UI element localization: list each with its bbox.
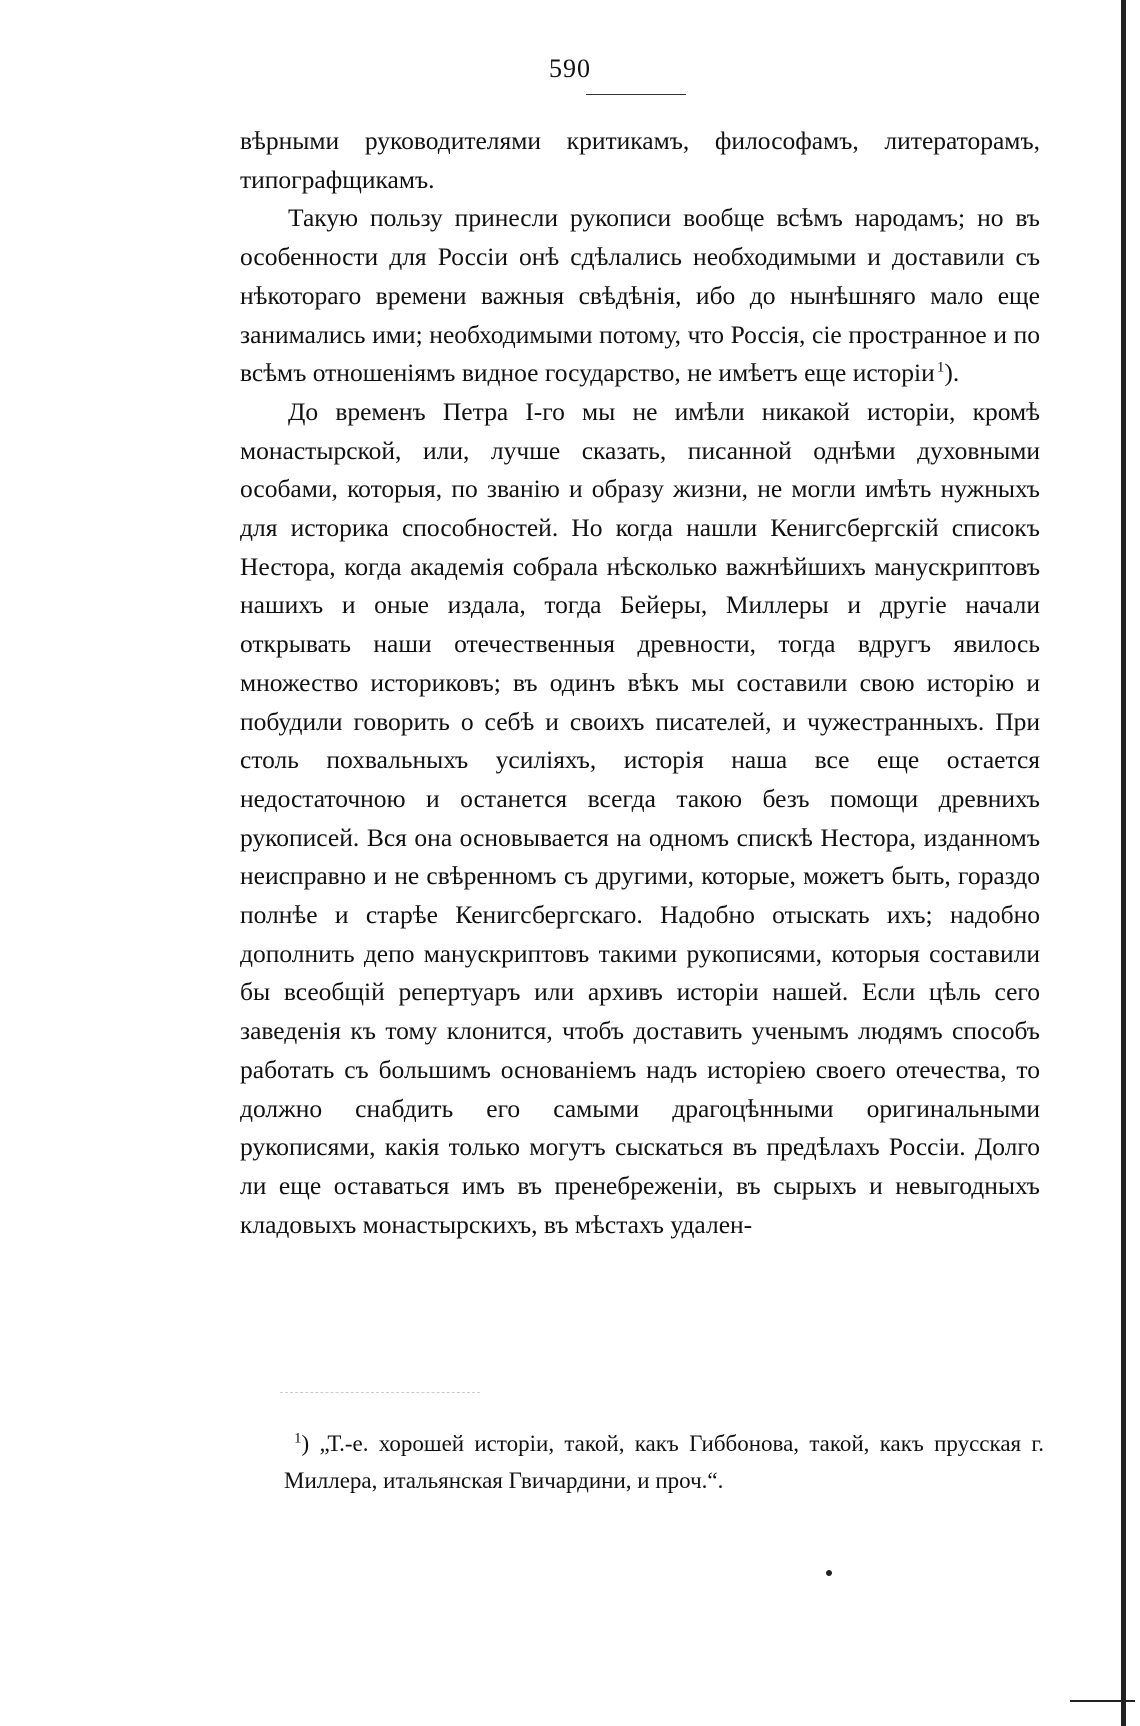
paragraph-2	[240, 199, 1040, 393]
paragraph-2-text: Такую пользу принесли рукописи вообще всѣмъ народамъ; но въ особенности для Россіи онѣ сдѣлались необходимыми и доставили съ нѣкотораго времени важныя свѣдѣнія, ибо до нынѣшняго мало еще занимались ими; необходимыми потому, что Россія, сіе пространное и по всѣмъ отношеніямъ видное государство, не имѣетъ еще исторіи	[240, 203, 1040, 388]
body-text	[240, 122, 1040, 1244]
page-number-rule	[586, 94, 686, 95]
scan-edge-mark	[1121, 0, 1126, 1726]
footnote-text: „Т.-е. хорошей исторіи, такой, какъ Гиббонова, такой, какъ прусская г. Миллера, итальянская Гвичардини, и проч.“.	[284, 1431, 1044, 1493]
scan-bottom-rule	[1070, 1700, 1135, 1702]
footnote-reference[interactable]: 1	[936, 359, 945, 376]
footnote-separator	[280, 1392, 480, 1393]
footnote-paren: )	[301, 1431, 320, 1456]
paragraph-3	[240, 393, 1040, 1244]
paragraph-1-text: вѣрными руководителями критикамъ, философамъ, литераторамъ, типографщикамъ.	[240, 126, 1040, 194]
scan-dot-mark	[826, 1570, 832, 1576]
footnote-marker: 1	[294, 1430, 302, 1447]
paragraph-2-tail: ).	[944, 358, 960, 388]
footnote	[284, 1425, 1044, 1499]
paragraph-3-text: До временъ Петра I-го мы не имѣли никакой исторіи, кромѣ монастырской, или, лучше сказать, писанной однѣми духовными особами, которыя, по званію и образу жизни, не могли имѣть нужныхъ для историка способностей. Но когда нашли Кенигсбергскій списокъ Нестора, когда академія собрала нѣсколько важнѣйшихъ манускриптовъ нашихъ и оные издала, тогда Бейеры, Миллеры и другіе начали открывать наши отечественныя древности, тогда вдругъ явилось множество историковъ; въ одинъ вѣкъ мы составили свою исторію и побудили говорить о себѣ и своихъ писателей, и чужестранныхъ. При столь похвальныхъ усиліяхъ, исторія наша все еще остается недостаточною и останется всегда такою безъ помощи древнихъ рукописей. Вся она основывается на одномъ спискѣ Нестора, изданномъ неисправно и не свѣренномъ съ другими, которые, можетъ быть, гораздо полнѣе и старѣе Кенигсбергскаго. Надобно отыскать ихъ; надобно дополнить депо манускриптовъ такими рукописями, которыя составили бы всеобщій репертуаръ или архивъ исторіи нашей. Если цѣль сего заведенія къ тому клонится, чтобъ доставить ученымъ людямъ способъ работать съ большимъ основаніемъ надъ исторіею своего отечества, то должно снабдить его самыми драгоцѣнными оригинальными рукописями, какія только могутъ сыскаться въ предѣлахъ Россіи. Долго ли еще оставаться имъ въ пренебреженіи, въ сырыхъ и невыгодныхъ кладовыхъ монастырскихъ, въ мѣстахъ удален-	[240, 396, 1040, 1239]
page-number: 590	[549, 54, 591, 83]
paragraph-1	[240, 122, 1040, 199]
